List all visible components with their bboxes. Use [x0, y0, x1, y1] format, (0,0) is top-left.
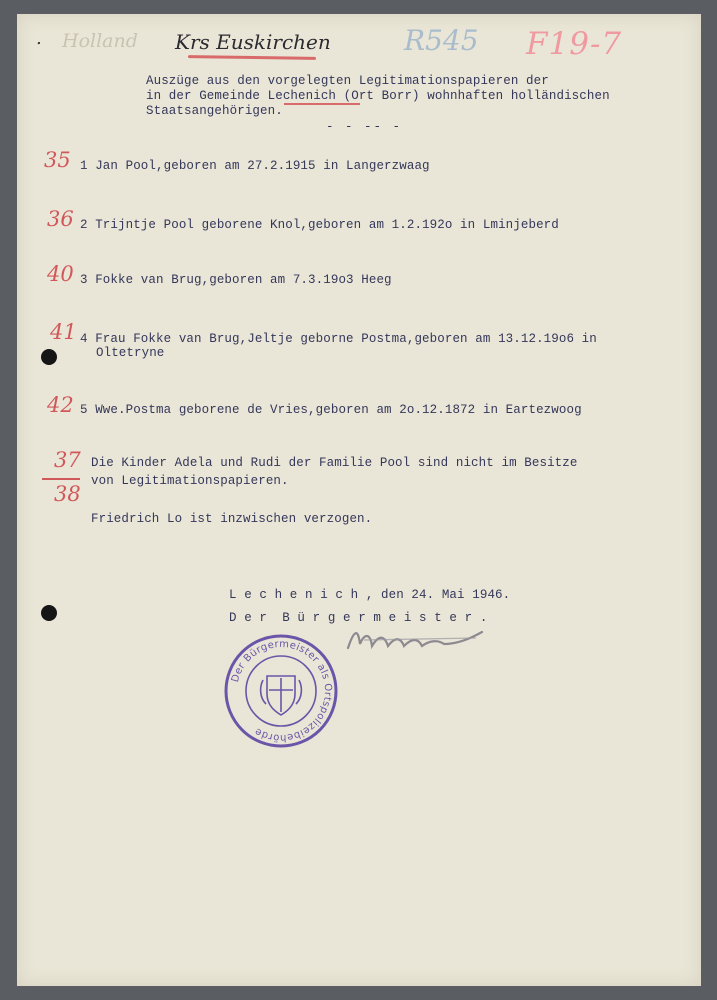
fraction-line [42, 478, 80, 480]
children-note-line-2: von Legitimationspapieren. [91, 474, 289, 488]
entry-line: 1 Jan Pool,geboren am 27.2.1915 in Langerzwaag [80, 159, 430, 173]
handwritten-mark: . [36, 28, 42, 49]
margin-number: 42 [47, 393, 74, 417]
header-line-2: in der Gemeinde Lechenich (Ort Borr) wohnhaften holländischen [146, 89, 610, 103]
stamp-text: Der Bürgermeister als Ortspolizeibehörde [229, 638, 334, 744]
margin-number: 40 [47, 262, 74, 286]
lechenich-underline [284, 103, 360, 105]
official-stamp [222, 632, 340, 750]
entry-line: 4 Frau Fokke van Brug,Jeltje geborne Postma,geboren am 13.12.19o6 in [80, 332, 597, 346]
header-separator: - - -- - [326, 120, 403, 134]
handwritten-holland: Holland [62, 30, 138, 52]
punch-hole [41, 349, 57, 365]
coat-of-arms-icon [261, 676, 302, 715]
signature [344, 618, 504, 658]
margin-number: 36 [47, 207, 74, 231]
header-line-1: Auszüge aus den vorgelegten Legitimationspapieren der [146, 74, 549, 88]
handwritten-ref-blue: R545 [404, 24, 479, 57]
entry-line: 3 Fokke van Brug,geboren am 7.3.19o3 Heeg [80, 273, 392, 287]
moved-note: Friedrich Lo ist inzwischen verzogen. [91, 512, 373, 526]
entry-line: 2 Trijntje Pool geborene Knol,geboren am 1.2.192o in Lminjeberd [80, 218, 559, 232]
signatory-title: D e r B ü r g e r m e i s t e r . [229, 611, 488, 625]
place-date: L e c h e n i c h , den 24. Mai 1946. [229, 588, 511, 602]
entry-line-continued: Oltetryne [96, 346, 165, 360]
margin-number: 38 [54, 482, 81, 506]
entry-line: 5 Wwe.Postma geborene de Vries,geboren am 2o.12.1872 in Eartezwoog [80, 403, 582, 417]
header-line-3: Staatsangehörigen. [146, 104, 283, 118]
handwritten-kreis: Krs Euskirchen [175, 30, 331, 54]
handwritten-ref-red: F19-7 [526, 26, 623, 62]
margin-number: 35 [44, 148, 71, 172]
margin-number: 41 [50, 320, 77, 344]
punch-hole [41, 605, 57, 621]
children-note-line-1: Die Kinder Adela und Rudi der Familie Pool sind nicht im Besitze [91, 456, 578, 470]
margin-number: 37 [54, 448, 81, 472]
